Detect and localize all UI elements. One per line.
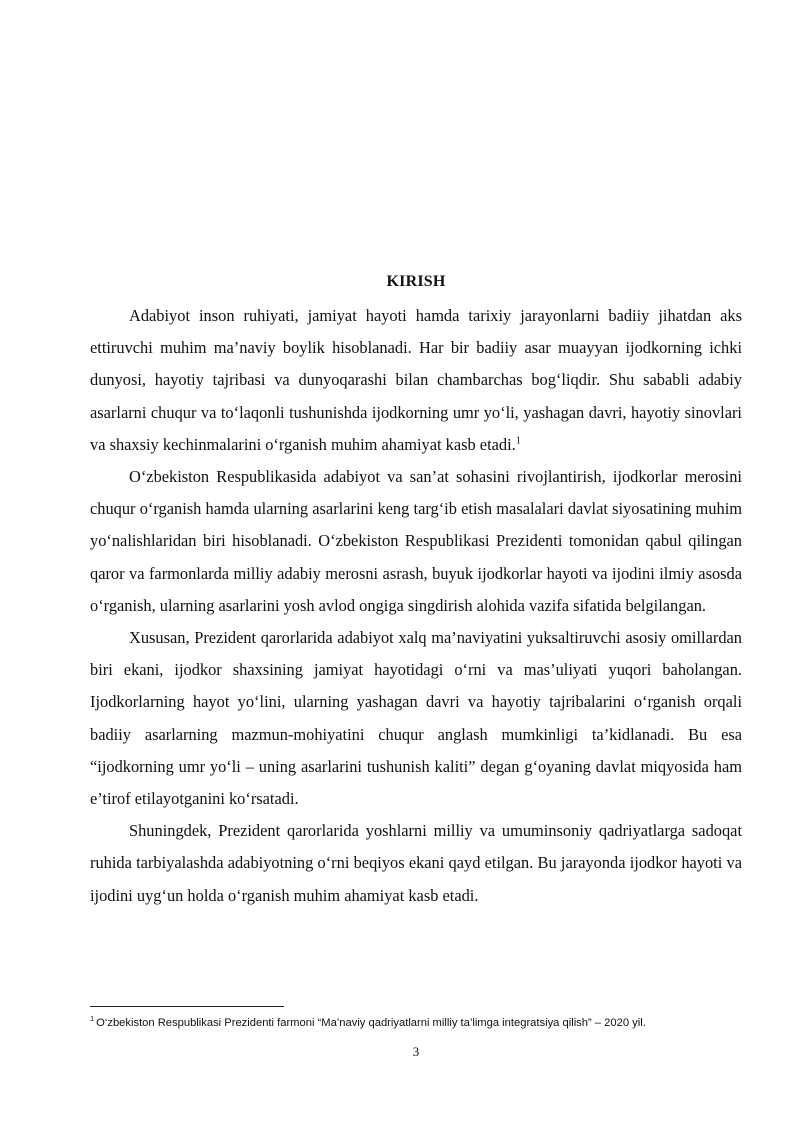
footnote-mark: 1 (90, 1014, 95, 1024)
footnote-separator (90, 1006, 284, 1007)
paragraph-2-text: O‘zbekiston Respublikasida adabiyot va san’at sohasini rivojlantirish, ijodkorlar merosini chuqur o‘rganish hamda ularning asarlarini keng targ‘ib etish masalalari davlat siyosatining muhim yo‘nalishlaridan biri hisoblanadi. O‘zbekiston Respublikasi Prezidenti tomonidan qabul qilingan qaror va farmonlarda milliy adabiy merosni asrash, buyuk ijodkorlar hayoti va ijodini ilmiy asosda o‘rganish, ularning asarlarini yosh avlod ongiga singdirish alohida vazifa sifatida belgilangan. (90, 467, 742, 615)
paragraph-3 (90, 622, 742, 815)
paragraph-2 (90, 461, 742, 622)
paragraph-1 (90, 300, 742, 461)
footnote-text: O‘zbekiston Respublikasi Prezidenti farmoni “Ma’naviy qadriyatlarni milliy ta’limga integratsiya qilish” – 2020 yil. (96, 1017, 646, 1029)
footnote (90, 1015, 742, 1031)
paragraph-4 (90, 815, 742, 912)
paragraph-3-text: Xususan, Prezident qarorlarida adabiyot xalq ma’naviyatini yuksaltiruvchi asosiy omillardan biri ekani, ijodkor shaxsining jamiyat hayotidagi o‘rni va mas’uliyati yuqori baholangan. Ijodkorlarning hayot yo‘lini, ularning yashagan davri va hayotiy tajribalarini o‘rganish orqali badiiy asarlarning mazmun-mohiyatini chuqur anglash mumkinligi ta’kidlanadi. Bu esa “ijodkorning umr yo‘li – uning asarlarini tushunish kaliti” degan g‘oyaning davlat miqyosida ham e’tirof etilayotganini ko‘rsatadi. (90, 628, 742, 809)
paragraph-1-text: Adabiyot inson ruhiyati, jamiyat hayoti hamda tarixiy jarayonlarni badiiy jihatdan aks ettiruvchi muhim ma’naviy boylik hisoblanadi. Har bir badiiy asar muayyan ijodkorning ichki dunyosi, hayotiy tajribasi va dunyoqarashi bilan chambarchas bog‘liqdir. Shu sababli adabiy asarlarni chuqur va to‘laqonli tushunishda ijodkorning umr yo‘li, yashagan davri, hayotiy sinovlari va shaxsiy kechinmalarini o‘rganish muhim ahamiyat kasb etadi. (90, 306, 742, 454)
paragraph-4-text: Shuningdek, Prezident qarorlarida yoshlarni milliy va umuminsoniy qadriyatlarga sadoqat ruhida tarbiyalashda adabiyotning o‘rni beqiyos ekani qayd etilgan. Bu jarayonda ijodkor hayoti va ijodini uyg‘un holda o‘rganish muhim ahamiyat kasb etadi. (90, 821, 742, 905)
section-title: KIRISH (386, 273, 446, 290)
page-number: 3 (412, 1044, 420, 1059)
footnote-reference: 1 (515, 435, 521, 447)
body-text (90, 300, 742, 912)
